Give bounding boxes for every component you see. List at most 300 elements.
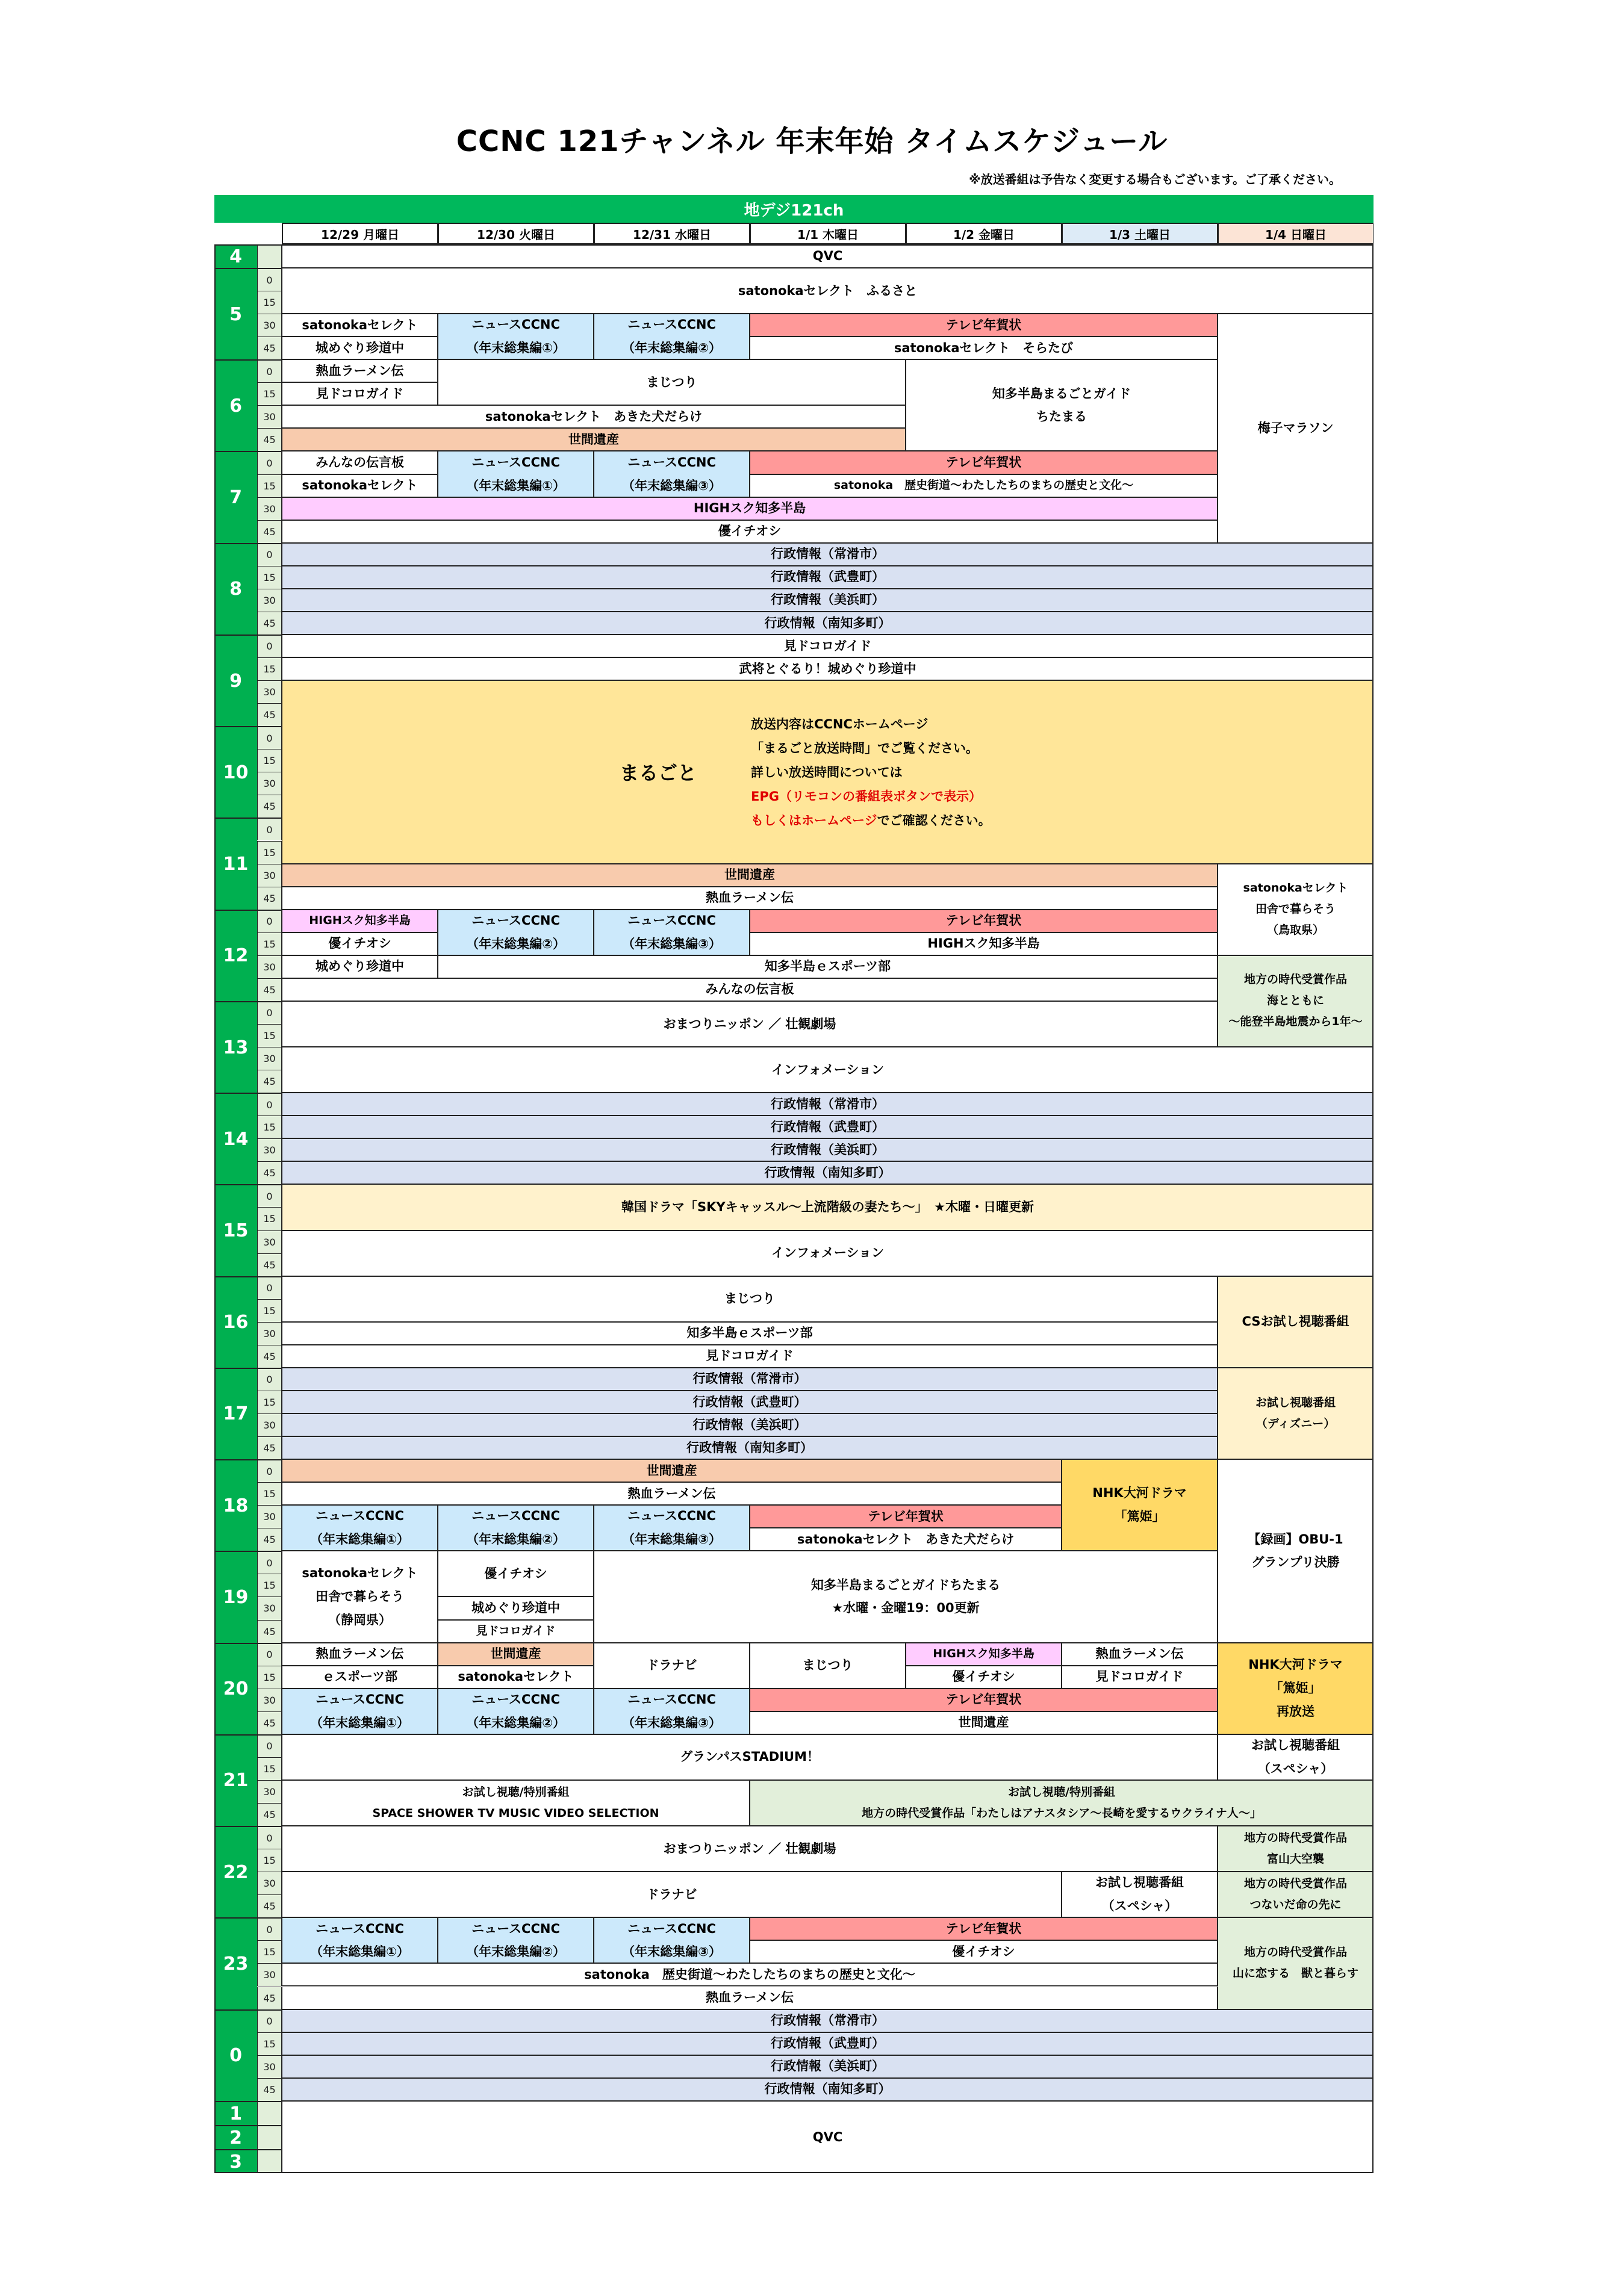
- program-title-line: 再放送: [1277, 1704, 1314, 1719]
- hour-label: 19: [214, 1551, 257, 1642]
- program-title-line: satonokaセレクト あきた犬だらけ: [485, 409, 703, 424]
- program-block[interactable]: [1062, 1666, 1218, 1689]
- program-title-line: 「篤姫」: [1270, 1681, 1321, 1696]
- minute-label: 45: [257, 1253, 282, 1276]
- program-title-line: satonokaセレクト: [302, 1566, 418, 1581]
- change-notice: ※放送番組は予告なく変更する場合もございます。ご了承ください。: [969, 172, 1341, 187]
- program-title-line: HIGHスク知多半島: [927, 936, 1040, 951]
- program-block[interactable]: [1218, 1734, 1374, 1780]
- program-title-line: 【録画】OBU-1: [1248, 1531, 1343, 1547]
- program-block[interactable]: [1218, 1368, 1374, 1459]
- program-title-line: ニュースCCNC: [471, 317, 560, 332]
- minute-label: 45: [257, 1711, 282, 1734]
- program-title-line: 行政情報（南知多町）: [764, 615, 891, 630]
- program-block[interactable]: [282, 1230, 1374, 1276]
- program-block[interactable]: [750, 1711, 1218, 1734]
- program-block[interactable]: [594, 1917, 750, 1963]
- program-title-line: （年末総集編①）: [310, 1532, 409, 1547]
- program-title-line: 知多半島まるごとガイド: [992, 386, 1131, 401]
- program-block[interactable]: [282, 589, 1374, 612]
- minute-label: 15: [257, 1574, 282, 1596]
- program-title-line: 行政情報（常滑市）: [771, 1096, 885, 1111]
- program-title-line: 行政情報（南知多町）: [686, 1440, 813, 1455]
- program-block[interactable]: [282, 1161, 1374, 1184]
- minute-label: 15: [257, 1666, 282, 1689]
- minute-label: 0: [257, 1368, 282, 1391]
- program-block[interactable]: [1218, 314, 1374, 543]
- program-block[interactable]: [1062, 1643, 1218, 1666]
- program-title-line: 優イチオシ: [484, 1566, 547, 1581]
- minute-label: 45: [257, 1161, 282, 1184]
- marugoto-line: [751, 712, 991, 736]
- program-title-line: ニュースCCNC: [316, 1692, 404, 1707]
- minute-label: 0: [257, 1917, 282, 1940]
- program-title-line: 知多半島ｅスポーツ部: [764, 959, 891, 974]
- program-title-line: 行政情報（武豊町）: [771, 569, 885, 585]
- program-title-line: 熱血ラーメン伝: [627, 1486, 716, 1501]
- program-title-line: （年末総集編①）: [466, 478, 565, 493]
- program-block[interactable]: [282, 1184, 1374, 1230]
- marugoto-text: 詳しい放送時間については: [751, 765, 903, 780]
- program-block[interactable]: [282, 2101, 1374, 2173]
- program-block[interactable]: [594, 451, 750, 497]
- program-block[interactable]: [282, 1551, 438, 1642]
- program-block[interactable]: [750, 1917, 1218, 1940]
- program-title-line: （スペシャ）: [1257, 1761, 1334, 1776]
- program-title-line: （年末総集編②）: [466, 936, 565, 951]
- minute-label: 0: [257, 2009, 282, 2032]
- minute-label: 0: [257, 818, 282, 840]
- program-title-line: （年末総集編②）: [622, 341, 721, 356]
- program-block[interactable]: [1218, 955, 1374, 1047]
- minute-label: 30: [257, 314, 282, 337]
- minute-label: 30: [257, 2055, 282, 2078]
- program-title-line: 「篤姫」: [1114, 1509, 1165, 1524]
- minute-label: 15: [257, 382, 282, 405]
- hour-label: 2: [214, 2125, 257, 2149]
- program-title-line: 見ドコロガイド: [316, 386, 404, 401]
- program-block[interactable]: [1218, 1459, 1374, 1642]
- program-block[interactable]: [750, 314, 1218, 337]
- program-block[interactable]: [594, 1551, 1218, 1642]
- program-block[interactable]: [282, 1872, 1062, 1917]
- program-title-line: （年末総集編②）: [466, 1532, 565, 1547]
- program-block[interactable]: [282, 1345, 1218, 1368]
- program-title-line: （年末総集編③）: [622, 1944, 721, 1959]
- program-block[interactable]: [438, 1551, 594, 1596]
- marugoto-text: 放送内容はCCNCホームページ: [751, 717, 929, 732]
- program-title-line: インフォメーション: [771, 1062, 885, 1077]
- program-block[interactable]: [438, 1596, 594, 1619]
- minute-label: 45: [257, 703, 282, 726]
- minute-label: 15: [257, 1940, 282, 1963]
- program-block[interactable]: [438, 1666, 594, 1689]
- program-block[interactable]: [438, 955, 1218, 978]
- program-block[interactable]: [282, 955, 438, 978]
- program-block[interactable]: [282, 887, 1218, 910]
- program-title-line: （年末総集編①）: [466, 341, 565, 356]
- program-block[interactable]: [282, 543, 1374, 566]
- program-block[interactable]: [438, 359, 906, 405]
- hour-label: 0: [214, 2009, 257, 2101]
- day-header[interactable]: 1/2 金曜日: [906, 223, 1062, 244]
- hour-label: 13: [214, 1001, 257, 1093]
- program-title-line: ニュースCCNC: [471, 455, 560, 470]
- program-title-line: ニュースCCNC: [471, 1509, 560, 1524]
- program-block[interactable]: [750, 932, 1218, 955]
- program-title-line: 地方の時代受賞作品: [1243, 1946, 1347, 1959]
- program-block[interactable]: [1218, 1643, 1374, 1734]
- program-block[interactable]: [594, 910, 750, 955]
- program-block[interactable]: [1218, 1872, 1374, 1917]
- minute-label: 0: [257, 1093, 282, 1115]
- program-title-line: みんなの伝言板: [316, 455, 404, 470]
- hour-label: 8: [214, 543, 257, 635]
- hour-label: 21: [214, 1734, 257, 1826]
- program-title-line: ニュースCCNC: [471, 913, 560, 928]
- marugoto-line: [751, 808, 991, 833]
- marugoto-text: 「まるごと放送時間」でご覧ください。: [751, 741, 978, 756]
- program-block[interactable]: [1218, 1826, 1374, 1872]
- program-block[interactable]: [438, 1620, 594, 1643]
- program-block[interactable]: [282, 337, 438, 359]
- day-header[interactable]: 1/3 土曜日: [1062, 223, 1218, 244]
- day-header[interactable]: 1/1 木曜日: [750, 223, 906, 244]
- minute-label: 0: [257, 635, 282, 657]
- program-block[interactable]: [1062, 1459, 1218, 1551]
- hour-label: 9: [214, 635, 257, 726]
- program-block[interactable]: [282, 1115, 1374, 1138]
- program-block[interactable]: [282, 1482, 1062, 1505]
- minute-label: 0: [257, 1734, 282, 1757]
- hour-label: 23: [214, 1917, 257, 2009]
- program-title-line: つないだ命の先に: [1249, 1898, 1342, 1912]
- program-title-line: 行政情報（美浜町）: [771, 2059, 885, 2074]
- program-title-line: 田舎で暮らそう: [1255, 902, 1336, 916]
- program-block[interactable]: [1218, 1917, 1374, 2009]
- program-block[interactable]: [282, 612, 1374, 635]
- program-title-line: ニュースCCNC: [627, 455, 716, 470]
- program-title-line: satonokaセレクト あきた犬だらけ: [797, 1531, 1015, 1547]
- program-title-line: （年末総集編③）: [622, 478, 721, 493]
- program-block[interactable]: [282, 244, 1374, 268]
- program-block[interactable]: [282, 1413, 1218, 1436]
- program-block[interactable]: [282, 1391, 1218, 1413]
- program-title-line: （年末総集編③）: [622, 936, 721, 951]
- program-title-line: 見ドコロガイド: [783, 638, 872, 653]
- minute-label: 30: [257, 864, 282, 887]
- program-block[interactable]: [594, 1505, 750, 1551]
- program-block[interactable]: [282, 1322, 1218, 1345]
- minute-label: 15: [257, 1024, 282, 1047]
- minute-label: 15: [257, 566, 282, 589]
- program-block[interactable]: [750, 337, 1218, 359]
- program-block[interactable]: [282, 864, 1218, 887]
- program-block[interactable]: [282, 2009, 1374, 2032]
- program-title-line: 行政情報（美浜町）: [771, 1142, 885, 1157]
- minute-label: 0: [257, 1459, 282, 1482]
- program-block[interactable]: [282, 910, 438, 932]
- program-block[interactable]: [282, 1505, 438, 1551]
- program-block[interactable]: [282, 1643, 438, 1666]
- program-title-line: （年末総集編②）: [466, 1715, 565, 1730]
- minute-label: 30: [257, 955, 282, 978]
- minute-label: 0: [257, 1276, 282, 1299]
- program-block[interactable]: [282, 1826, 1218, 1872]
- program-title-line: 行政情報（常滑市）: [692, 1371, 807, 1386]
- program-block[interactable]: [282, 451, 438, 474]
- hour-label: 4: [214, 244, 257, 268]
- hour-label: 22: [214, 1826, 257, 1917]
- program-title-line: グランパスSTADIUM！: [680, 1749, 820, 1764]
- minute-label: 0: [257, 1826, 282, 1849]
- program-block[interactable]: [282, 1734, 1218, 1780]
- program-block[interactable]: [750, 1780, 1374, 1826]
- program-title-line: 地方の時代受賞作品: [1243, 1877, 1347, 1891]
- program-title-line: 城めぐり珍道中: [316, 959, 404, 974]
- program-block[interactable]: [438, 1643, 594, 1666]
- program-block[interactable]: [906, 1643, 1062, 1666]
- program-block[interactable]: [282, 1001, 1218, 1047]
- program-block[interactable]: [282, 932, 438, 955]
- program-block[interactable]: [438, 451, 594, 497]
- program-block[interactable]: [282, 1780, 750, 1826]
- minute-label: 45: [257, 1070, 282, 1093]
- program-block[interactable]: [438, 314, 594, 359]
- program-block[interactable]: [594, 314, 750, 359]
- program-title-line: 熱血ラーメン伝: [316, 363, 404, 378]
- hour-label: 3: [214, 2149, 257, 2173]
- program-block[interactable]: [282, 2032, 1374, 2055]
- program-title-line: ニュースCCNC: [316, 1509, 404, 1524]
- minute-label: 15: [257, 841, 282, 864]
- program-title-line: 行政情報（武豊町）: [692, 1394, 807, 1409]
- marugoto-text: でご確認ください。: [877, 813, 991, 828]
- program-title-line: テレビ年賀状: [945, 1921, 1022, 1936]
- program-block[interactable]: [282, 978, 1218, 1001]
- marugoto-red-text: EPG（リモコンの番組表ボタンで表示）: [751, 789, 982, 804]
- hour-label: 6: [214, 359, 257, 451]
- program-block[interactable]: [282, 1093, 1374, 1115]
- program-block-marugoto[interactable]: [282, 680, 1374, 863]
- minute-label: 15: [257, 2032, 282, 2055]
- program-title-line: まじつり: [802, 1658, 853, 1673]
- program-block[interactable]: [282, 474, 438, 497]
- minute-label: 15: [257, 1299, 282, 1322]
- program-title-line: ～能登半島地震から1年～: [1228, 1015, 1363, 1029]
- minute-label: 30: [257, 405, 282, 428]
- program-title-line: （鳥取県）: [1266, 923, 1324, 937]
- program-block[interactable]: [594, 1689, 750, 1734]
- page-title: CCNC 121チャンネル 年末年始 タイムスケジュール: [456, 125, 1168, 158]
- program-title-line: おまつりニッポン ／ 壮観劇場: [663, 1016, 836, 1031]
- program-title-line: 行政情報（美浜町）: [692, 1417, 807, 1432]
- program-title-line: 海とともに: [1266, 994, 1324, 1008]
- minute-label: 30: [257, 1138, 282, 1161]
- minute-label: 30: [257, 1596, 282, 1619]
- program-block[interactable]: [282, 1963, 1218, 1986]
- minute-label: 0: [257, 268, 282, 291]
- program-title-line: 熱血ラーメン伝: [706, 1990, 794, 2005]
- program-title-line: まじつり: [724, 1291, 775, 1306]
- program-block[interactable]: [282, 497, 1218, 520]
- program-title-line: 世間遺産: [646, 1463, 697, 1478]
- minute-label: 30: [257, 1963, 282, 1986]
- minute-label: 30: [257, 1413, 282, 1436]
- day-header[interactable]: 12/31 水曜日: [594, 223, 750, 244]
- program-block[interactable]: [282, 1917, 438, 1963]
- program-title-line: ドラナビ: [646, 1887, 697, 1902]
- program-title-line: satonokaセレクト: [302, 478, 418, 493]
- program-title-line: satonokaセレクト ふるさと: [738, 283, 918, 298]
- program-title-line: SPACE SHOWER TV MUSIC VIDEO SELECTION: [372, 1807, 659, 1820]
- program-block[interactable]: [1218, 864, 1374, 955]
- program-title-line: HIGHスク知多半島: [693, 501, 806, 516]
- program-block[interactable]: [282, 1987, 1218, 2009]
- minute-label: 45: [257, 1803, 282, 1826]
- program-block[interactable]: [282, 1666, 438, 1689]
- program-block[interactable]: [906, 1666, 1062, 1689]
- program-block[interactable]: [750, 451, 1218, 474]
- day-header[interactable]: 1/4 日曜日: [1218, 223, 1374, 244]
- minute-label: 30: [257, 1780, 282, 1803]
- minute-label: 45: [257, 1436, 282, 1459]
- program-block[interactable]: [438, 910, 594, 955]
- program-title-line: satonoka 歴史街道～わたしたちのまちの歴史と文化～: [833, 478, 1134, 492]
- program-block[interactable]: [282, 268, 1374, 314]
- program-title-line: グランプリ決勝: [1251, 1555, 1340, 1570]
- program-title-line: （静岡県）: [328, 1612, 391, 1627]
- program-title-line: 城めぐり珍道中: [471, 1601, 560, 1616]
- program-block[interactable]: [750, 1528, 1062, 1551]
- minute-label: 30: [257, 1505, 282, 1528]
- program-title-line: ニュースCCNC: [316, 1921, 404, 1936]
- minute-label: 45: [257, 1894, 282, 1917]
- program-block[interactable]: [282, 2055, 1374, 2078]
- program-block[interactable]: [438, 1917, 594, 1963]
- program-title-line: ニュースCCNC: [627, 317, 716, 332]
- program-title-line: 見ドコロガイド: [706, 1348, 794, 1364]
- program-title-line: 知多半島ｅスポーツ部: [686, 1326, 813, 1341]
- minute-label: [257, 244, 282, 268]
- program-block[interactable]: [282, 1459, 1062, 1482]
- program-block[interactable]: [1062, 1872, 1218, 1917]
- hour-label: 5: [214, 268, 257, 359]
- program-title-line: 行政情報（美浜町）: [771, 592, 885, 607]
- day-header[interactable]: 12/30 火曜日: [438, 223, 594, 244]
- minute-label: 30: [257, 1872, 282, 1894]
- program-title-line: ニュースCCNC: [627, 913, 716, 928]
- minute-label: 45: [257, 1620, 282, 1643]
- program-block[interactable]: [594, 1643, 750, 1689]
- program-title-line: CSお試し視聴番組: [1242, 1314, 1349, 1329]
- minute-label: 15: [257, 749, 282, 772]
- program-title-line: （年末総集編②）: [466, 1944, 565, 1959]
- program-block[interactable]: [282, 382, 438, 405]
- day-header[interactable]: 12/29 月曜日: [282, 223, 438, 244]
- minute-label: 0: [257, 359, 282, 382]
- hour-label: 7: [214, 451, 257, 542]
- program-block[interactable]: [282, 359, 438, 382]
- minute-label: 45: [257, 428, 282, 451]
- minute-label: 45: [257, 520, 282, 543]
- program-block[interactable]: [906, 359, 1218, 451]
- program-block[interactable]: [282, 1436, 1218, 1459]
- program-title-line: HIGHスク知多半島: [309, 914, 411, 928]
- program-title-line: 世間遺産: [490, 1646, 541, 1661]
- program-block[interactable]: [282, 657, 1374, 680]
- program-title-line: （年末総集編③）: [622, 1532, 721, 1547]
- program-title-line: 富山大空襲: [1266, 1852, 1324, 1866]
- hour-label: 12: [214, 910, 257, 1001]
- program-block[interactable]: [750, 474, 1218, 497]
- channel-banner: 地デジ121ch: [214, 195, 1374, 223]
- marugoto-line: [751, 760, 991, 784]
- hour-label: 16: [214, 1276, 257, 1368]
- program-block[interactable]: [282, 1047, 1374, 1093]
- program-title-line: satonokaセレクト: [1243, 881, 1348, 895]
- program-block[interactable]: [282, 1138, 1374, 1161]
- program-title-line: （年末総集編③）: [622, 1715, 721, 1730]
- minute-label: 15: [257, 1207, 282, 1230]
- program-title-line: 行政情報（武豊町）: [771, 1119, 885, 1134]
- minute-label: 45: [257, 1345, 282, 1368]
- program-title-line: 優イチオシ: [328, 936, 391, 951]
- program-title-line: （ディズニー）: [1255, 1416, 1336, 1430]
- program-block[interactable]: [282, 2078, 1374, 2101]
- program-title-line: NHK大河ドラマ: [1092, 1486, 1187, 1501]
- minute-label: 0: [257, 543, 282, 566]
- program-block[interactable]: [438, 1505, 594, 1551]
- minute-label: 0: [257, 1551, 282, 1574]
- program-block[interactable]: [282, 314, 438, 337]
- marugoto-red-text: もしくはホームページ: [751, 813, 877, 828]
- program-title-line: 見ドコロガイド: [1095, 1669, 1184, 1684]
- program-block[interactable]: [750, 910, 1218, 932]
- program-block[interactable]: [282, 1368, 1218, 1391]
- program-title-line: 行政情報（南知多町）: [764, 1165, 891, 1180]
- program-title-line: みんなの伝言板: [705, 982, 794, 997]
- program-title-line: 熱血ラーメン伝: [1095, 1646, 1184, 1661]
- program-title-line: ニュースCCNC: [627, 1692, 716, 1707]
- program-block[interactable]: [282, 405, 906, 428]
- program-block[interactable]: [750, 1643, 906, 1689]
- program-title-line: テレビ年賀状: [945, 455, 1022, 470]
- program-block[interactable]: [750, 1689, 1218, 1711]
- program-block[interactable]: [282, 428, 906, 451]
- program-block[interactable]: [282, 520, 1218, 543]
- program-block[interactable]: [282, 1276, 1218, 1322]
- minute-label: 15: [257, 474, 282, 497]
- program-block[interactable]: [750, 1505, 1062, 1528]
- program-title-line: ニュースCCNC: [471, 1921, 560, 1936]
- minute-label: 0: [257, 1643, 282, 1666]
- program-title-line: 優イチオシ: [952, 1669, 1015, 1684]
- program-title-line: テレビ年賀状: [945, 317, 1022, 332]
- minute-label: 15: [257, 291, 282, 314]
- program-block[interactable]: [1218, 1276, 1374, 1368]
- minute-label: 15: [257, 657, 282, 680]
- program-block[interactable]: [750, 1940, 1218, 1963]
- program-block[interactable]: [282, 1689, 438, 1734]
- hour-label: 18: [214, 1459, 257, 1551]
- program-title-line: 優イチオシ: [718, 524, 782, 539]
- hour-label: 1: [214, 2101, 257, 2125]
- program-block[interactable]: [438, 1689, 594, 1734]
- program-block[interactable]: [282, 566, 1374, 589]
- program-block[interactable]: [282, 635, 1374, 657]
- program-title-line: お試し視聴番組: [1255, 1395, 1336, 1409]
